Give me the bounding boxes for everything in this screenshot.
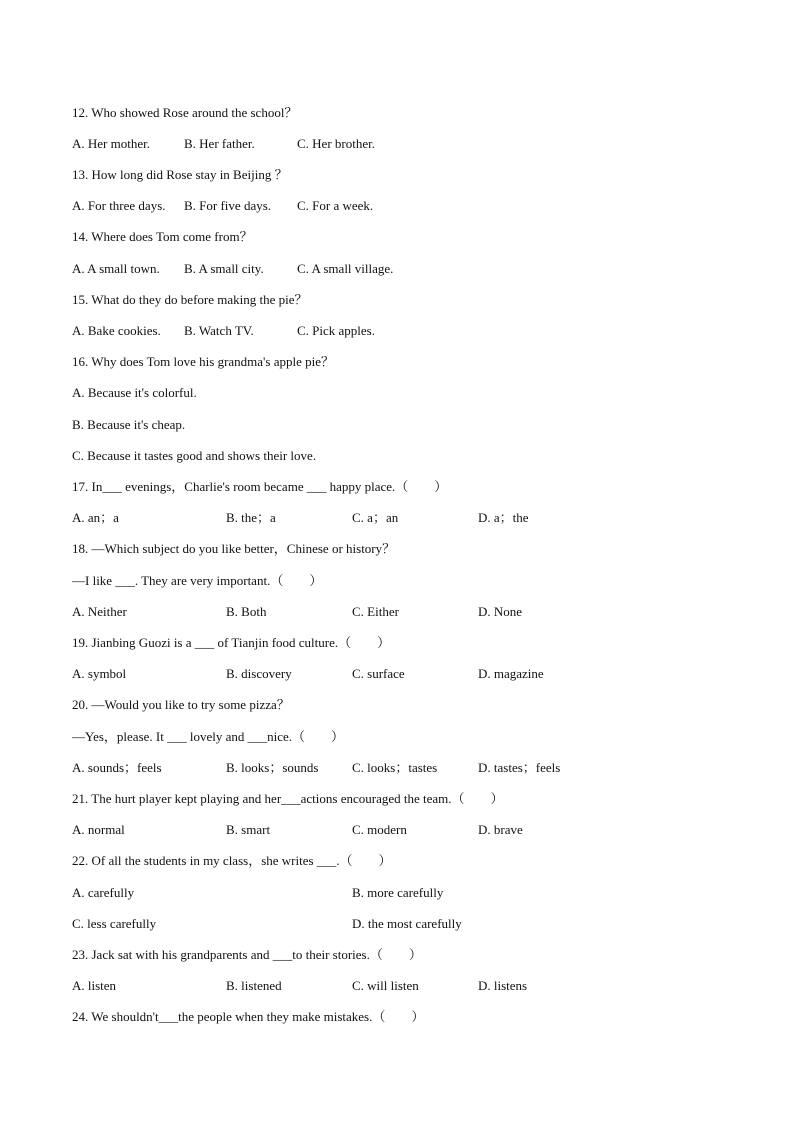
- question-13-option-a: A. For three days.: [72, 198, 166, 213]
- question-17-option-a: A. an；a: [72, 510, 119, 525]
- question-16-stem: 16. Why does Tom love his grandma's apple pie？: [72, 354, 334, 369]
- question-13-stem: 13. How long did Rose stay in Beijing ？: [72, 167, 288, 182]
- question-22-option-c: C. less carefully: [72, 916, 157, 931]
- question-16-option-c: C. Because it tastes good and shows their love.: [72, 448, 317, 463]
- question-18-option-c: C. Either: [352, 604, 399, 619]
- question-22-option-a: A. carefully: [72, 885, 135, 900]
- question-14-option-b: B. A small city.: [184, 261, 264, 276]
- question-18-option-d: D. None: [478, 604, 523, 619]
- question-19-option-a: A. symbol: [72, 666, 127, 681]
- question-20-stem: 20. —Would you like to try some pizza？: [72, 697, 290, 712]
- question-21-option-b: B. smart: [226, 822, 271, 837]
- question-16-option-b: B. Because it's cheap.: [72, 417, 186, 432]
- question-18-option-b: B. Both: [226, 604, 267, 619]
- question-23-option-a: A. listen: [72, 978, 117, 993]
- question-14-option-c: C. A small village.: [297, 261, 394, 276]
- question-21-option-a: A. normal: [72, 822, 125, 837]
- question-21-stem: 21. The hurt player kept playing and her___actions encouraged the team.（ ）: [72, 791, 504, 806]
- question-15-option-c: C. Pick apples.: [297, 323, 375, 338]
- question-17-stem: 17. In___ evenings，Charlie's room became ___ happy place.（ ）: [72, 479, 448, 494]
- question-18-stem: 18. —Which subject do you like better，Chinese or history？: [72, 541, 396, 556]
- question-19-stem: 19. Jianbing Guozi is a ___ of Tianjin food culture.（ ）: [72, 635, 391, 650]
- question-20-option-c: C. looks；tastes: [352, 760, 438, 775]
- question-23-option-c: C. will listen: [352, 978, 419, 993]
- question-20-option-d: D. tastes；feels: [478, 760, 561, 775]
- question-13-option-c: C. For a week.: [297, 198, 374, 213]
- question-19-option-b: B. discovery: [226, 666, 292, 681]
- question-12-option-b: B. Her father.: [184, 136, 255, 151]
- question-19-option-c: C. surface: [352, 666, 405, 681]
- question-22-option-d: D. the most carefully: [352, 916, 462, 931]
- question-15-option-a: A. Bake cookies.: [72, 323, 161, 338]
- question-20-option-b: B. looks；sounds: [226, 760, 319, 775]
- question-19-option-d: D. magazine: [478, 666, 544, 681]
- question-18-stem-reply: —I like ___. They are very important.（ ）: [72, 573, 323, 588]
- question-15-option-b: B. Watch TV.: [184, 323, 254, 338]
- question-17-option-c: C. a；an: [352, 510, 399, 525]
- question-20-stem-reply: —Yes，please. It ___ lovely and ___nice.（ ）: [72, 729, 345, 744]
- question-23-stem: 23. Jack sat with his grandparents and ___to their stories.（ ）: [72, 947, 422, 962]
- question-12-option-a: A. Her mother.: [72, 136, 150, 151]
- question-20-option-a: A. sounds；feels: [72, 760, 162, 775]
- question-24-stem: 24. We shouldn't___the people when they make mistakes.（ ）: [72, 1009, 425, 1024]
- question-14-option-a: A. A small town.: [72, 261, 160, 276]
- question-22-stem: 22. Of all the students in my class，she writes ___.（ ）: [72, 853, 392, 868]
- question-21-option-d: D. brave: [478, 822, 523, 837]
- question-23-option-b: B. listened: [226, 978, 282, 993]
- question-17-option-d: D. a；the: [478, 510, 529, 525]
- question-15-stem: 15. What do they do before making the pie？: [72, 292, 308, 307]
- question-13-option-b: B. For five days.: [184, 198, 272, 213]
- question-23-option-d: D. listens: [478, 978, 528, 993]
- question-21-option-c: C. modern: [352, 822, 407, 837]
- question-18-option-a: A. Neither: [72, 604, 127, 619]
- question-22-option-b: B. more carefully: [352, 885, 444, 900]
- question-16-option-a: A. Because it's colorful.: [72, 385, 197, 400]
- question-12-stem: 12. Who showed Rose around the school？: [72, 105, 298, 120]
- question-17-option-b: B. the；a: [226, 510, 276, 525]
- question-14-stem: 14. Where does Tom come from？: [72, 229, 253, 244]
- question-12-option-c: C. Her brother.: [297, 136, 375, 151]
